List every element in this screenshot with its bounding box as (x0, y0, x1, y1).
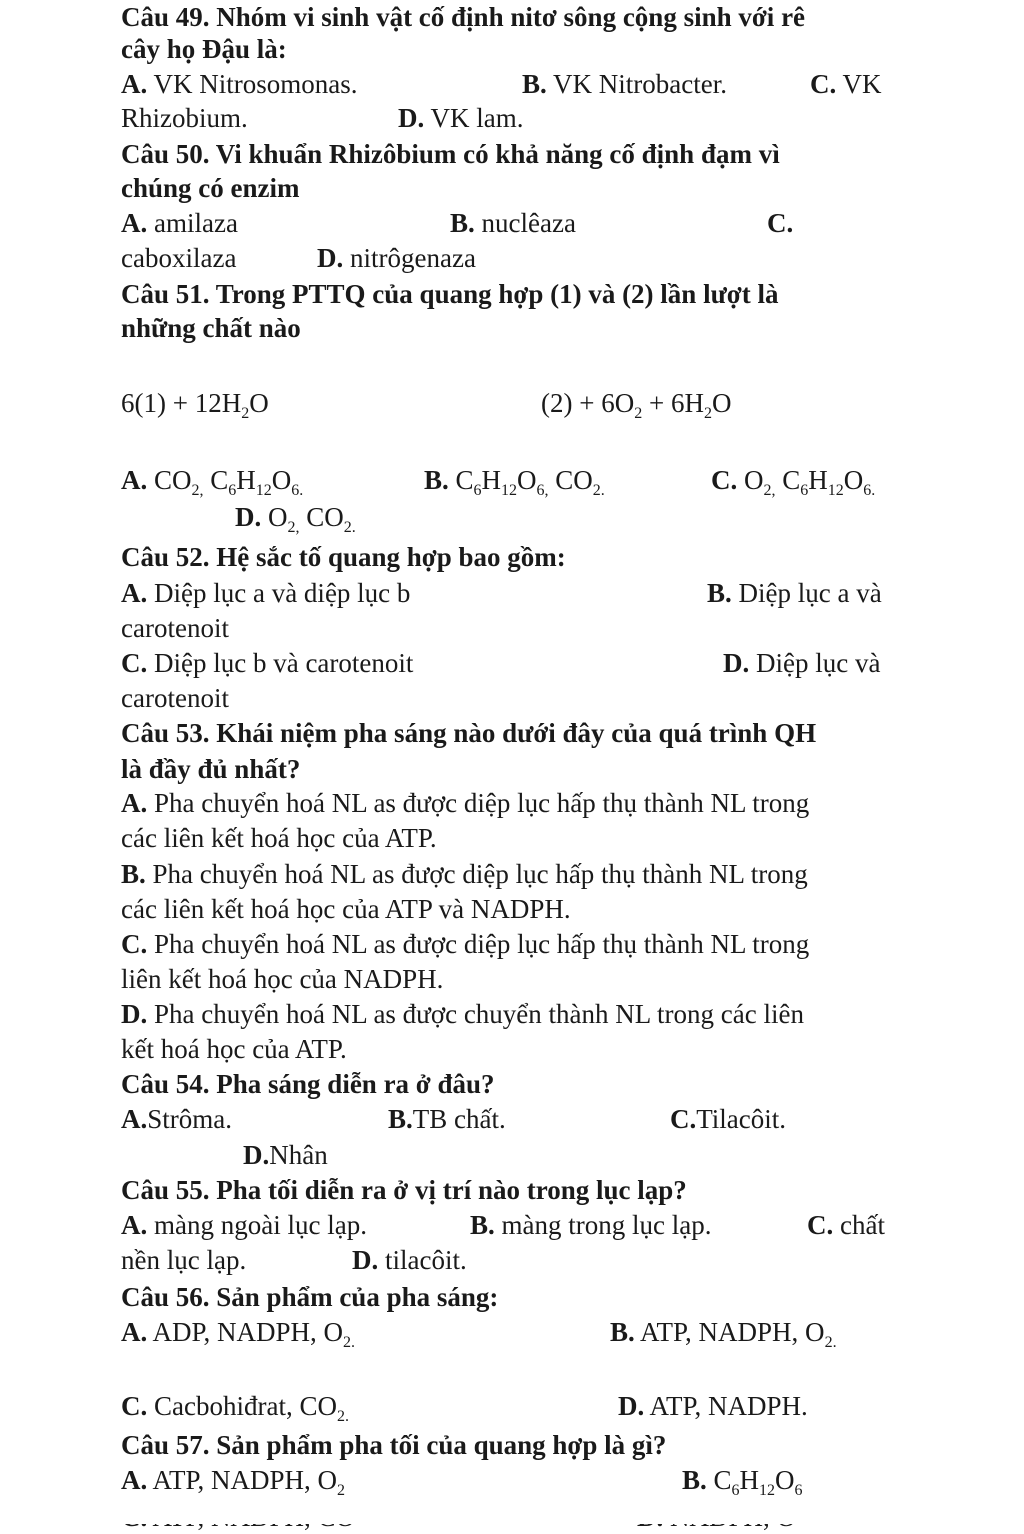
q54-option-b: B.TB chất. (388, 1104, 506, 1134)
q51-option-a: A. $CO_{2,}$ $C_6H_{12}O_{6.}$ (121, 465, 304, 499)
q52-option-a: A. Diệp lục a và diệp lục b (121, 578, 411, 608)
q53-option-c-cont: liên kết hoá học của NADPH. (121, 964, 444, 994)
q53-title-cont: là đầy đủ nhất? (121, 754, 301, 784)
q50-option-c-cont: caboxilaza (121, 243, 237, 273)
q53-title: Câu 53. Khái niệm pha sáng nào dưới đây của quá trình QH (121, 718, 817, 748)
q50-option-c: C. (767, 208, 794, 238)
page-bottom-crop (0, 1507, 1024, 1524)
q56-option-d: D. ATP, NADPH. (618, 1391, 808, 1421)
q49-option-d: D. VK lam. (398, 103, 524, 133)
q53-option-b: B. Pha chuyển hoá NL as được diệp lục hấp thụ thành NL trong (121, 859, 808, 889)
q53-option-d-cont: kết hoá học của ATP. (121, 1034, 347, 1064)
q55-title: Câu 55. Pha tối diễn ra ở vị trí nào trong lục lạp? (121, 1175, 687, 1205)
q55-option-d: D. tilacôit. (352, 1245, 467, 1275)
q51-option-b: B. $C_6H_{12}O_{6,}$ $CO_{2.}$ (424, 465, 605, 499)
q54-option-a: A.Strôma. (121, 1104, 232, 1134)
q57-option-b: B. $C_6H_{12}O_6$ (682, 1465, 803, 1499)
q56-title: Câu 56. Sản phẩm của pha sáng: (121, 1282, 499, 1312)
q49-option-c-cont: Rhizobium. (121, 103, 248, 133)
q51-title-cont: những chất nào (121, 313, 301, 343)
q54-title: Câu 54. Pha sáng diễn ra ở đâu? (121, 1069, 495, 1099)
q53-option-d: D. Pha chuyển hoá NL as được chuyển thành NL trong các liên (121, 999, 804, 1029)
q52-option-d-cont: carotenoit (121, 683, 229, 713)
q53-option-c: C. Pha chuyển hoá NL as được diệp lục hấp thụ thành NL trong (121, 929, 810, 959)
q57-option-a: A. ATP, NADPH, $O_2$ (121, 1465, 346, 1499)
q54-option-c: C.Tilacôit. (670, 1104, 787, 1134)
q50-option-a: A. amilaza (121, 208, 238, 238)
q53-option-a: A. Pha chuyển hoá NL as được diệp lục hấp thụ thành NL trong (121, 788, 810, 818)
q54-option-d: D.Nhân (243, 1140, 328, 1170)
q52-option-c: C. Diệp lục b và carotenoit (121, 648, 414, 678)
q56-option-c: C. Cacbohiđrat, $CO_{2.}$ (121, 1391, 349, 1425)
q49-option-b: B. VK Nitrobacter. (522, 69, 727, 99)
q51-title: Câu 51. Trong PTTQ của quang hợp (1) và (2) lần lượt là (121, 279, 779, 309)
q53-option-a-cont: các liên kết hoá học của ATP. (121, 823, 437, 853)
q51-option-c: C. $O_{2,}$ $C_6H_{12}O_{6.}$ (711, 465, 876, 499)
q49-option-c: C. VK (810, 69, 882, 99)
q50-option-d: D. nitrôgenaza (317, 243, 476, 273)
q52-option-b: B. Diệp lục a và (707, 578, 882, 608)
q49-title-cont: cây họ Đậu là: (121, 34, 287, 64)
q49-option-a: A. VK Nitrosomonas. (121, 69, 358, 99)
q50-option-b: B. nuclêaza (450, 208, 576, 238)
q51-equation-right: $(2) + 6O_2 + 6H_2O$ (541, 388, 732, 422)
q50-title: Câu 50. Vi khuẩn Rhizôbium có khả năng cố định đạm vì (121, 139, 780, 169)
q57-title: Câu 57. Sản phẩm pha tối của quang hợp là gì? (121, 1430, 667, 1460)
q55-option-c: C. chất (807, 1210, 885, 1240)
q51-equation-left: $6(1) + 12H_2O$ (121, 388, 269, 422)
q51-option-d: D. $O_{2,}$ $CO_{2.}$ (235, 502, 356, 536)
q53-option-b-cont: các liên kết hoá học của ATP và NADPH. (121, 894, 571, 924)
q52-option-b-cont: carotenoit (121, 613, 229, 643)
q55-option-b: B. màng trong lục lạp. (470, 1210, 712, 1240)
q55-option-c-cont: nền lục lạp. (121, 1245, 247, 1275)
q55-option-a: A. màng ngoài lục lạp. (121, 1210, 367, 1240)
q50-title-cont: chúng có enzim (121, 173, 300, 203)
q52-title: Câu 52. Hệ sắc tố quang hợp bao gồm: (121, 542, 566, 572)
q56-option-b: B. ATP, NADPH, $O_{2.}$ (610, 1317, 837, 1351)
q52-option-d: D. Diệp lục và (723, 648, 881, 678)
q56-option-a: A. ADP, NADPH, $O_{2.}$ (121, 1317, 356, 1351)
q49-title: Câu 49. Nhóm vi sinh vật cố định nitơ sông cộng sinh với rê (121, 2, 806, 32)
